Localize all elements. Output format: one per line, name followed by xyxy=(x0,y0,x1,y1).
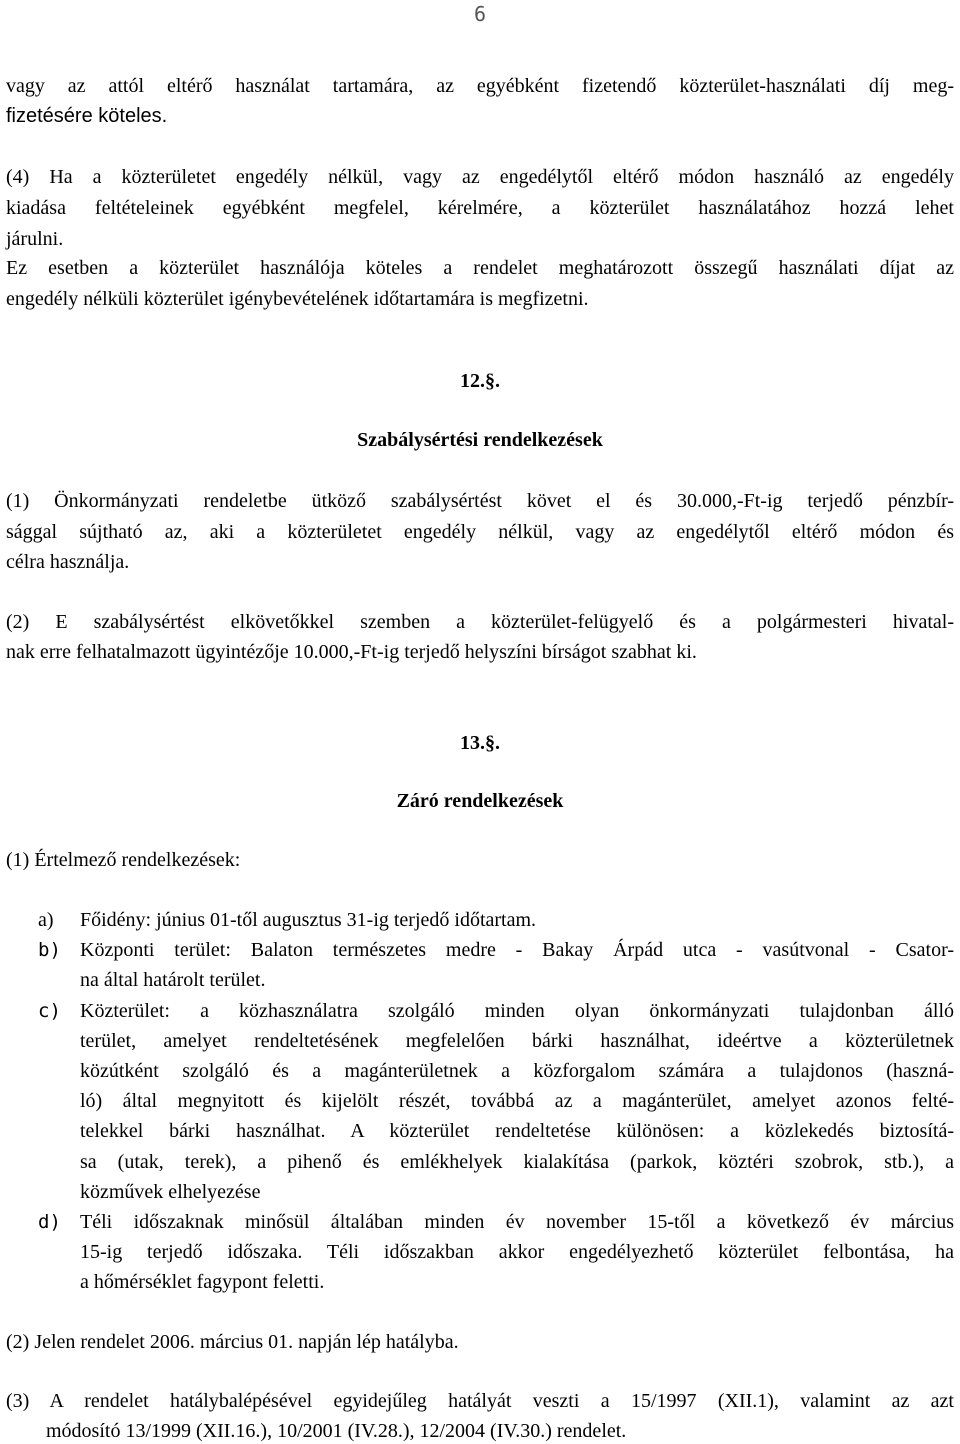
section-number: 13.§. xyxy=(460,732,500,754)
text-line: sággal sújtható az, aki a közterületet engedély nélkül, vagy az engedélytől eltérő módon és xyxy=(6,521,954,543)
text-line: vagy az attól eltérő használat tartamára, az egyébként fizetendő közterület-használati díj meg- xyxy=(6,75,954,97)
list-marker: a) xyxy=(38,909,54,931)
list-item-text: Központi terület: Balaton természetes medre - Bakay Árpád utca - vasútvonal - Csator- xyxy=(80,939,954,961)
text-line: kiadása feltételeinek egyébként megfelel, kérelmére, a közterület használatához hozzá lehet xyxy=(6,197,954,219)
list-item-text: telekkel bárki használhat. A közterület rendeltetése különösen: a közlekedés biztosítá- xyxy=(80,1120,954,1142)
list-item-text: sa (utak, terek), a pihenő és emlékhelyek kialakítása (parkok, köztéri szobrok, stb.), a xyxy=(80,1151,954,1173)
section-title: Szabálysértési rendelkezések xyxy=(357,429,603,451)
text-line: módosító 13/1999 (XII.16.), 10/2001 (IV.28.), 12/2004 (IV.30.) rendelet. xyxy=(46,1420,627,1442)
text-line: járulni. xyxy=(6,228,64,250)
text-line: nak erre felhatalmazott ügyintézője 10.000,-Ft-ig terjedő helyszíni bírságot szabhat ki. xyxy=(6,641,697,663)
section-number: 12.§. xyxy=(460,370,500,392)
list-item-text: Főidény: június 01-től augusztus 31-ig terjedő időtartam. xyxy=(80,909,537,931)
list-item-text: ló) által megnyitott és kijelölt részét, továbbá az a magánterület, amelyet azonos felté- xyxy=(80,1090,954,1112)
list-marker: c) xyxy=(38,1000,61,1022)
page-number: 6 xyxy=(474,2,487,26)
text-line: fizetésére köteles. xyxy=(6,105,168,127)
list-item-text: közművek elhelyezése xyxy=(80,1181,261,1203)
text-line: (3) A rendelet hatálybalépésével egyidejűleg hatályát veszti a 15/1997 (XII.1), valamint az azt xyxy=(6,1390,954,1412)
list-item-text: terület, amelyet rendeltetésének megfelelően bárki használhat, ideértve a közterületnek xyxy=(80,1030,954,1052)
section-title: Záró rendelkezések xyxy=(396,790,564,812)
text-line: (2) E szabálysértést elkövetőkkel szemben a közterület-felügyelő és a polgármesteri hivatal- xyxy=(6,611,954,633)
text-line: Ez esetben a közterület használója köteles a rendelet meghatározott összegű használati díjat az xyxy=(6,257,954,279)
text-line: célra használja. xyxy=(6,551,130,573)
list-marker: d) xyxy=(38,1211,61,1233)
list-marker: b) xyxy=(38,939,61,961)
text-line: (4) Ha a közterületet engedély nélkül, vagy az engedélytől eltérő módon használó az engedély xyxy=(6,166,954,188)
list-item-text: a hőmérséklet fagypont feletti. xyxy=(80,1271,325,1293)
list-item-text: közútként szolgáló és a magánterületnek a közforgalom számára a tulajdonos (haszná- xyxy=(80,1060,954,1082)
list-item-text: Közterület: a közhasználatra szolgáló minden olyan önkormányzati tulajdonban álló xyxy=(80,1000,954,1022)
text-line: engedély nélküli közterület igénybevételének időtartamára is megfizetni. xyxy=(6,288,589,310)
definitions-intro: (1) Értelmező rendelkezések: xyxy=(6,849,241,871)
list-item-text: na által határolt terület. xyxy=(80,969,266,991)
text-line: (1) Önkormányzati rendeletbe ütköző szabálysértést követ el és 30.000,-Ft-ig terjedő pénzbír- xyxy=(6,490,954,512)
section-13-paragraph-2: (2) Jelen rendelet 2006. március 01. napján lép hatályba. xyxy=(6,1331,459,1353)
list-item-text: 15-ig terjedő időszaka. Téli időszakban akkor engedélyezhető közterület felbontása, ha xyxy=(80,1241,954,1263)
list-item-text: Téli időszaknak minősül általában minden év november 15-től a következő év március xyxy=(80,1211,954,1233)
